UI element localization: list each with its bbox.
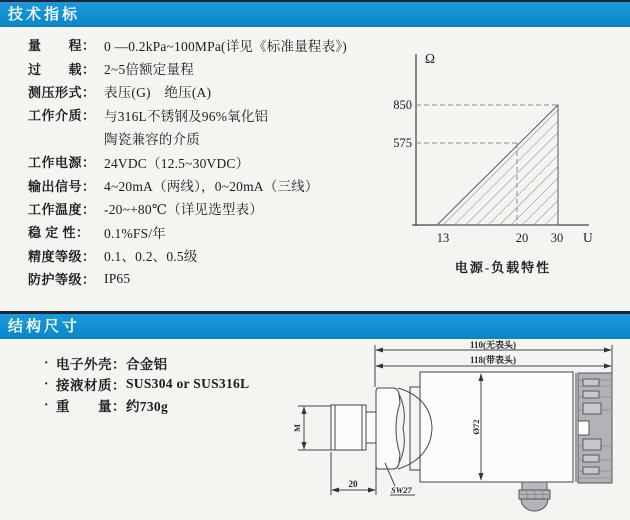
spec-row-continuation xyxy=(28,127,388,150)
spec-label: 输出信号： xyxy=(28,178,96,194)
spec-value: IP65 xyxy=(104,270,131,286)
spec-row xyxy=(28,80,388,103)
spec-row xyxy=(28,220,388,243)
bullet-label: 接液材质： xyxy=(56,378,126,394)
bullet-icon: · xyxy=(44,354,49,370)
load-region-hatched xyxy=(437,105,558,225)
spec-row xyxy=(28,33,388,56)
spec-value: 0 —0.2kPa~100MPa(详见《标准量程表》) xyxy=(104,38,347,54)
y-tick-850: 850 xyxy=(393,98,412,112)
spec-label: 量 程： xyxy=(28,38,96,54)
y-axis-unit: Ω xyxy=(425,51,436,66)
section-title: 结构尺寸 xyxy=(8,318,81,335)
hex-nut xyxy=(376,388,400,469)
spec-value: 与316L不锈钢及96%氧化铝 xyxy=(104,108,269,124)
spec-label: 工作温度： xyxy=(28,201,96,217)
spec-row xyxy=(28,150,388,173)
label-sw27: SW27 xyxy=(391,485,412,495)
spec-value: 24VDC（12.5~30VDC） xyxy=(104,155,250,171)
spec-value: 0.1%FS/年 xyxy=(104,225,166,241)
bullet-icon: · xyxy=(44,376,49,392)
spec-value: 0.1、0.2、0.5级 xyxy=(104,249,198,265)
bullet-value: 约730g xyxy=(126,399,168,415)
section-header-tech-specs xyxy=(0,0,630,27)
spec-list xyxy=(28,33,388,290)
spec-row xyxy=(28,197,388,220)
spec-row xyxy=(28,173,388,196)
dim-text-20: 20 xyxy=(348,479,358,489)
thread-stub xyxy=(331,405,366,450)
bullet-icon: · xyxy=(44,397,49,413)
spec-row xyxy=(28,267,388,290)
spec-label: 工作介质： xyxy=(28,108,96,124)
power-load-chart xyxy=(385,45,615,280)
spec-row xyxy=(28,103,388,126)
dim-text-118: 118(带表头) xyxy=(470,355,516,365)
spec-label: 稳 定 性： xyxy=(28,225,90,241)
cap-notch xyxy=(578,421,589,435)
ribbed-end-cap xyxy=(578,373,612,483)
x-tick-13: 13 xyxy=(436,231,450,245)
spec-value: -20~+80℃（详见选型表） xyxy=(104,202,264,218)
spec-value: 陶瓷兼容的介质 xyxy=(104,132,200,148)
chart-caption: 电源-负载特性 xyxy=(454,260,552,275)
cable-gland xyxy=(519,482,550,511)
section-title: 技术指标 xyxy=(8,6,81,23)
bullet-value: SUS304 or SUS316L xyxy=(126,376,250,392)
x-tick-20: 20 xyxy=(515,231,529,245)
spec-label: 工作电源： xyxy=(28,155,96,171)
bullet-value: 合金铝 xyxy=(126,356,168,372)
spec-label: 精度等级： xyxy=(28,248,96,264)
spec-row xyxy=(28,56,388,79)
spec-row xyxy=(28,244,388,267)
transmitter-body xyxy=(420,372,573,482)
dim-text-diameter: Ø72 xyxy=(471,419,481,435)
x-axis-unit: U xyxy=(583,230,593,245)
spec-value: 4~20mA（两线），0~20mA（三线） xyxy=(104,179,319,195)
spec-label: 过 载： xyxy=(28,61,96,77)
bullet-label: 重 量： xyxy=(56,399,126,415)
dim-text-M: M xyxy=(292,423,302,433)
section-header-dimensions xyxy=(0,311,630,339)
spec-label: 测压形式： xyxy=(28,84,96,100)
dim-text-110: 110(无表头) xyxy=(470,340,516,350)
dimension-drawing xyxy=(285,340,630,515)
spec-label: 防护等级： xyxy=(28,272,96,288)
spec-value: 表压(G) 绝压(A) xyxy=(104,85,212,101)
neck xyxy=(366,412,376,443)
bullet-label: 电子外壳： xyxy=(56,356,126,372)
x-tick-30: 30 xyxy=(550,231,564,245)
spec-value: 2~5倍额定量程 xyxy=(104,62,194,78)
y-tick-575: 575 xyxy=(393,136,412,150)
